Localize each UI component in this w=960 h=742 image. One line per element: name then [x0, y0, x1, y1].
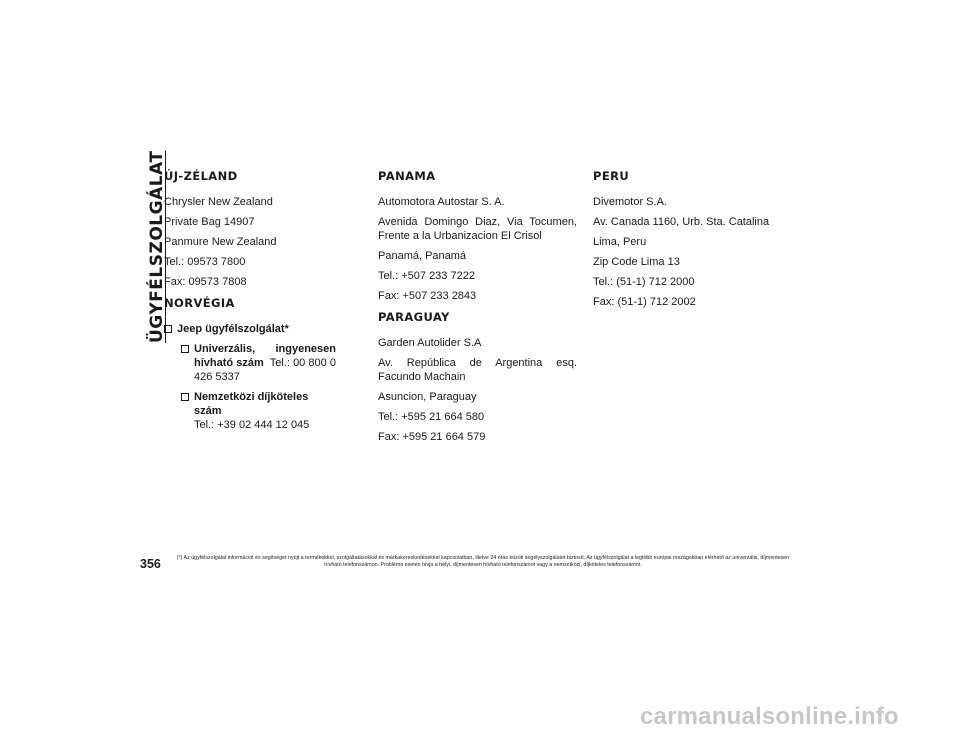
column-2: [378, 168, 577, 450]
checkbox-bullet-icon: [181, 393, 189, 401]
pe-line: Av. Canada 1160, Urb. Sta. Catalina: [593, 216, 770, 228]
pa-line: Fax: +507 233 2843: [378, 290, 477, 302]
paid-number-label: Nemzetközi díjköteles szám: [194, 391, 309, 417]
bullet-free-number: [181, 342, 336, 384]
heading-peru: PERU: [593, 169, 630, 183]
pe-line: Lima, Peru: [593, 236, 647, 248]
nz-line: Chrysler New Zealand: [164, 196, 273, 208]
bullet-body: [194, 390, 336, 432]
section-side-tab: [134, 150, 167, 354]
nz-line: Tel.: 09573 7800: [164, 256, 246, 268]
checkbox-bullet-icon: [164, 325, 172, 333]
bullet-label: Jeep ügyfélszolgálat*: [177, 323, 289, 335]
checkbox-bullet-icon: [181, 345, 189, 353]
footnote: (*) Az ügyfélszolgálat információt és segítséget nyújt a termékekkel, szolgáltatásokkal és márkakereskedésekkel kapcsolatban, illetve 24 órás közúti segélyszolgálatot biztosít. Az ügyfélszolgálat a legtöbb európai országokban elérhető az univerzális, díjmentesen hívható telefonszámon. Probléma esetén hívja a helyi, díjmentesen hívható telefonszámot vagy a nemzetközi, díjköteles telefonszámot.: [176, 555, 790, 568]
heading-norway: NORVÉGIA: [164, 296, 235, 310]
pe-line: Fax: (51-1) 712 2002: [593, 296, 696, 308]
column-1: [164, 168, 336, 438]
heading-new-zealand: ÚJ-ZÉLAND: [164, 169, 238, 183]
pa-line: Avenida Domingo Diaz, Via Tocumen, Frente a la Urbanizacion El Crisol: [378, 216, 577, 242]
py-line: Av. República de Argentina esq. Facundo Machain: [378, 357, 577, 383]
py-line: Asuncion, Paraguay: [378, 391, 477, 403]
free-number-label: Univerzális, ingyenesen hívható szám: [194, 343, 336, 369]
py-line: Tel.: +595 21 664 580: [378, 411, 485, 423]
page-number: 356: [140, 557, 161, 571]
watermark-logo: carmanualsonline.info: [640, 703, 899, 730]
pe-line: Divemotor S.A.: [593, 196, 667, 208]
bullet-jeep-service: [164, 322, 336, 336]
pe-line: Zip Code Lima 13: [593, 256, 680, 268]
free-number-tel: Tel.: 00 800 0 426 5337: [194, 357, 336, 383]
heading-panama: PANAMA: [378, 169, 436, 183]
paid-number-tel: Tel.: +39 02 444 12 045: [194, 419, 310, 431]
py-line: Fax: +595 21 664 579: [378, 431, 486, 443]
bullet-paid-number: [181, 390, 336, 432]
nz-line: Fax: 09573 7808: [164, 276, 247, 288]
heading-paraguay: PARAGUAY: [378, 310, 450, 324]
nz-line: Private Bag 14907: [164, 216, 255, 228]
column-3: [593, 168, 783, 315]
pa-line: Automotora Autostar S. A.: [378, 196, 505, 208]
pe-line: Tel.: (51-1) 712 2000: [593, 276, 695, 288]
pa-line: Tel.: +507 233 7222: [378, 270, 475, 282]
bullet-body: [194, 342, 336, 384]
section-side-tab-label: ÜGYFÉLSZOLGÁLAT: [147, 150, 167, 343]
py-line: Garden Autolider S.A: [378, 337, 482, 349]
nz-line: Panmure New Zealand: [164, 236, 277, 248]
pa-line: Panamá, Panamá: [378, 250, 467, 262]
